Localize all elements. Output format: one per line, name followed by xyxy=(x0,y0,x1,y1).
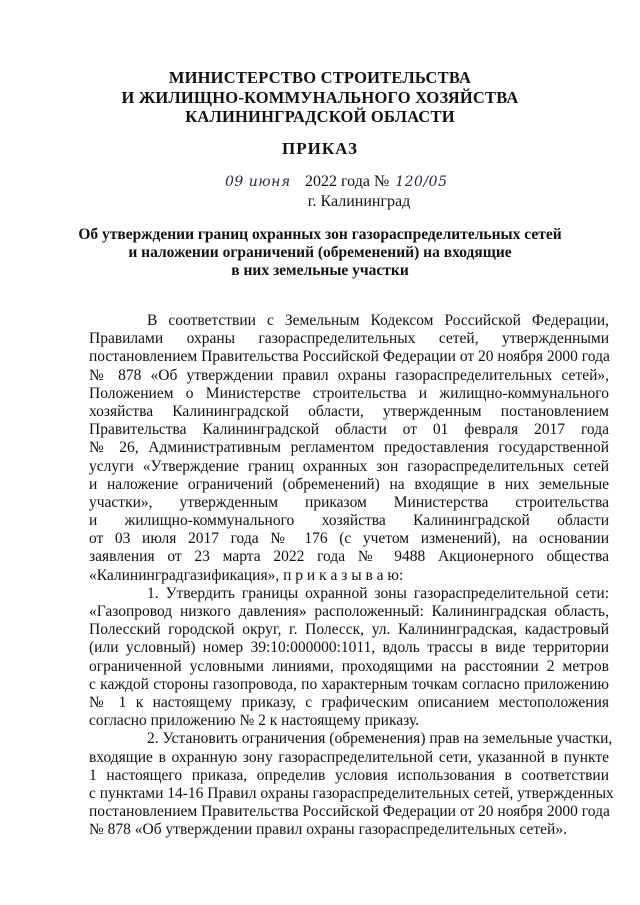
subject-line: в них земельные участки xyxy=(231,262,409,279)
document-body xyxy=(89,312,614,839)
body-line: «Калининградгазификация», п р и к а з ы в а ю: xyxy=(89,566,404,584)
city-line: г. Калининград xyxy=(307,193,411,210)
body-line: и наложение ограничений (обременений) на входящие в них земельные xyxy=(89,475,609,493)
body-line: заявления от 23 марта 2022 года № 9488 Акционерного общества xyxy=(89,548,609,566)
handwritten-number: 120/05 xyxy=(395,174,448,190)
body-line: услуги «Утверждение границ охранных зон газораспределительных сетей xyxy=(89,457,609,475)
body-line: № 878 «Об утверждении правил охраны газораспределительных сетей». xyxy=(89,821,567,839)
body-line: постановлением Правительства Российской Федерации от 20 ноября 2000 года xyxy=(89,803,610,821)
body-line: 2. Установить ограничения (обременения) прав на земельные участки, xyxy=(147,730,613,748)
body-line: хозяйства Калининградской области, утвержденным постановлением xyxy=(89,402,609,420)
subject-line: Об утверждении границ охранных зон газораспределительных сетей xyxy=(78,226,562,243)
body-line: «Газопровод низкого давления» расположенный: Калининградская область, xyxy=(89,603,609,620)
body-line: входящие в охранную зону газораспределительной сети, указанной в пункте xyxy=(89,748,609,766)
body-line: 1 настоящего приказа, определив условия использования в соответствии xyxy=(89,766,609,784)
body-line: 1. Утвердить границы охранной зоны газораспределительной сети: xyxy=(147,584,609,602)
body-line: (или условный) номер 39:10:000000:1011, вдоль трассы в виде территории xyxy=(89,639,609,657)
ministry-line: МИНИСТЕРСТВО СТРОИТЕЛЬСТВА xyxy=(168,68,472,87)
body-line: Положением о Министерстве строительства и жилищно-коммунального xyxy=(89,384,609,402)
handwritten-date: 09 июня xyxy=(225,174,291,190)
body-line: Правительства Калининградской области от 01 февраля 2017 года xyxy=(89,421,609,439)
body-line: с каждой стороны газопровода, по характерным точкам согласно приложению xyxy=(89,675,609,693)
body-line: Правилами охраны газораспределительных сетей, утвержденными xyxy=(89,330,609,348)
body-line: и жилищно-коммунального хозяйства Калининградской области xyxy=(89,512,609,530)
subject-line: и наложении ограничений (обременений) на входящие xyxy=(128,244,512,261)
body-line: № 1 к настоящему приказу, с графическим описанием местоположения xyxy=(89,693,609,711)
ministry-line: И ЖИЛИЩНО-КОММУНАЛЬНОГО ХОЗЯЙСТВА xyxy=(121,87,519,107)
body-line: Полесский городской округ, г. Полесск, ул. Калининградская, кадастровый xyxy=(89,621,609,639)
ministry-line: КАЛИНИНГРАДСКОЙ ОБЛАСТИ xyxy=(185,107,455,126)
ministry-header xyxy=(0,68,640,127)
body-line: ограниченной условными линиями, проходящими на расстоянии 2 метров xyxy=(89,657,609,675)
body-line: № 878 «Об утверждении правил охраны газораспределительных сетей», xyxy=(89,366,609,384)
body-line: согласно приложению № 2 к настоящему приказу. xyxy=(89,712,420,730)
body-line: постановлением Правительства Российской Федерации от 20 ноября 2000 года xyxy=(89,348,610,366)
body-line: В соответствии с Земельным Кодексом Российской Федерации, xyxy=(147,312,609,329)
body-line: с пунктами 14-16 Правил охраны газораспределительных сетей, утвержденных xyxy=(89,784,614,802)
body-line: № 26, Административным регламентом предоставления государственной xyxy=(89,439,609,457)
body-line: от 03 июля 2017 года № 176 (с учетом изменений), на основании xyxy=(89,530,609,548)
document-type-title: ПРИКАЗ xyxy=(282,139,358,158)
body-line: участки», утвержденным приказом Министерства строительства xyxy=(89,493,609,511)
date-number-line xyxy=(225,173,447,191)
document-subject xyxy=(0,226,640,280)
printed-date: 2022 года № xyxy=(305,173,390,190)
